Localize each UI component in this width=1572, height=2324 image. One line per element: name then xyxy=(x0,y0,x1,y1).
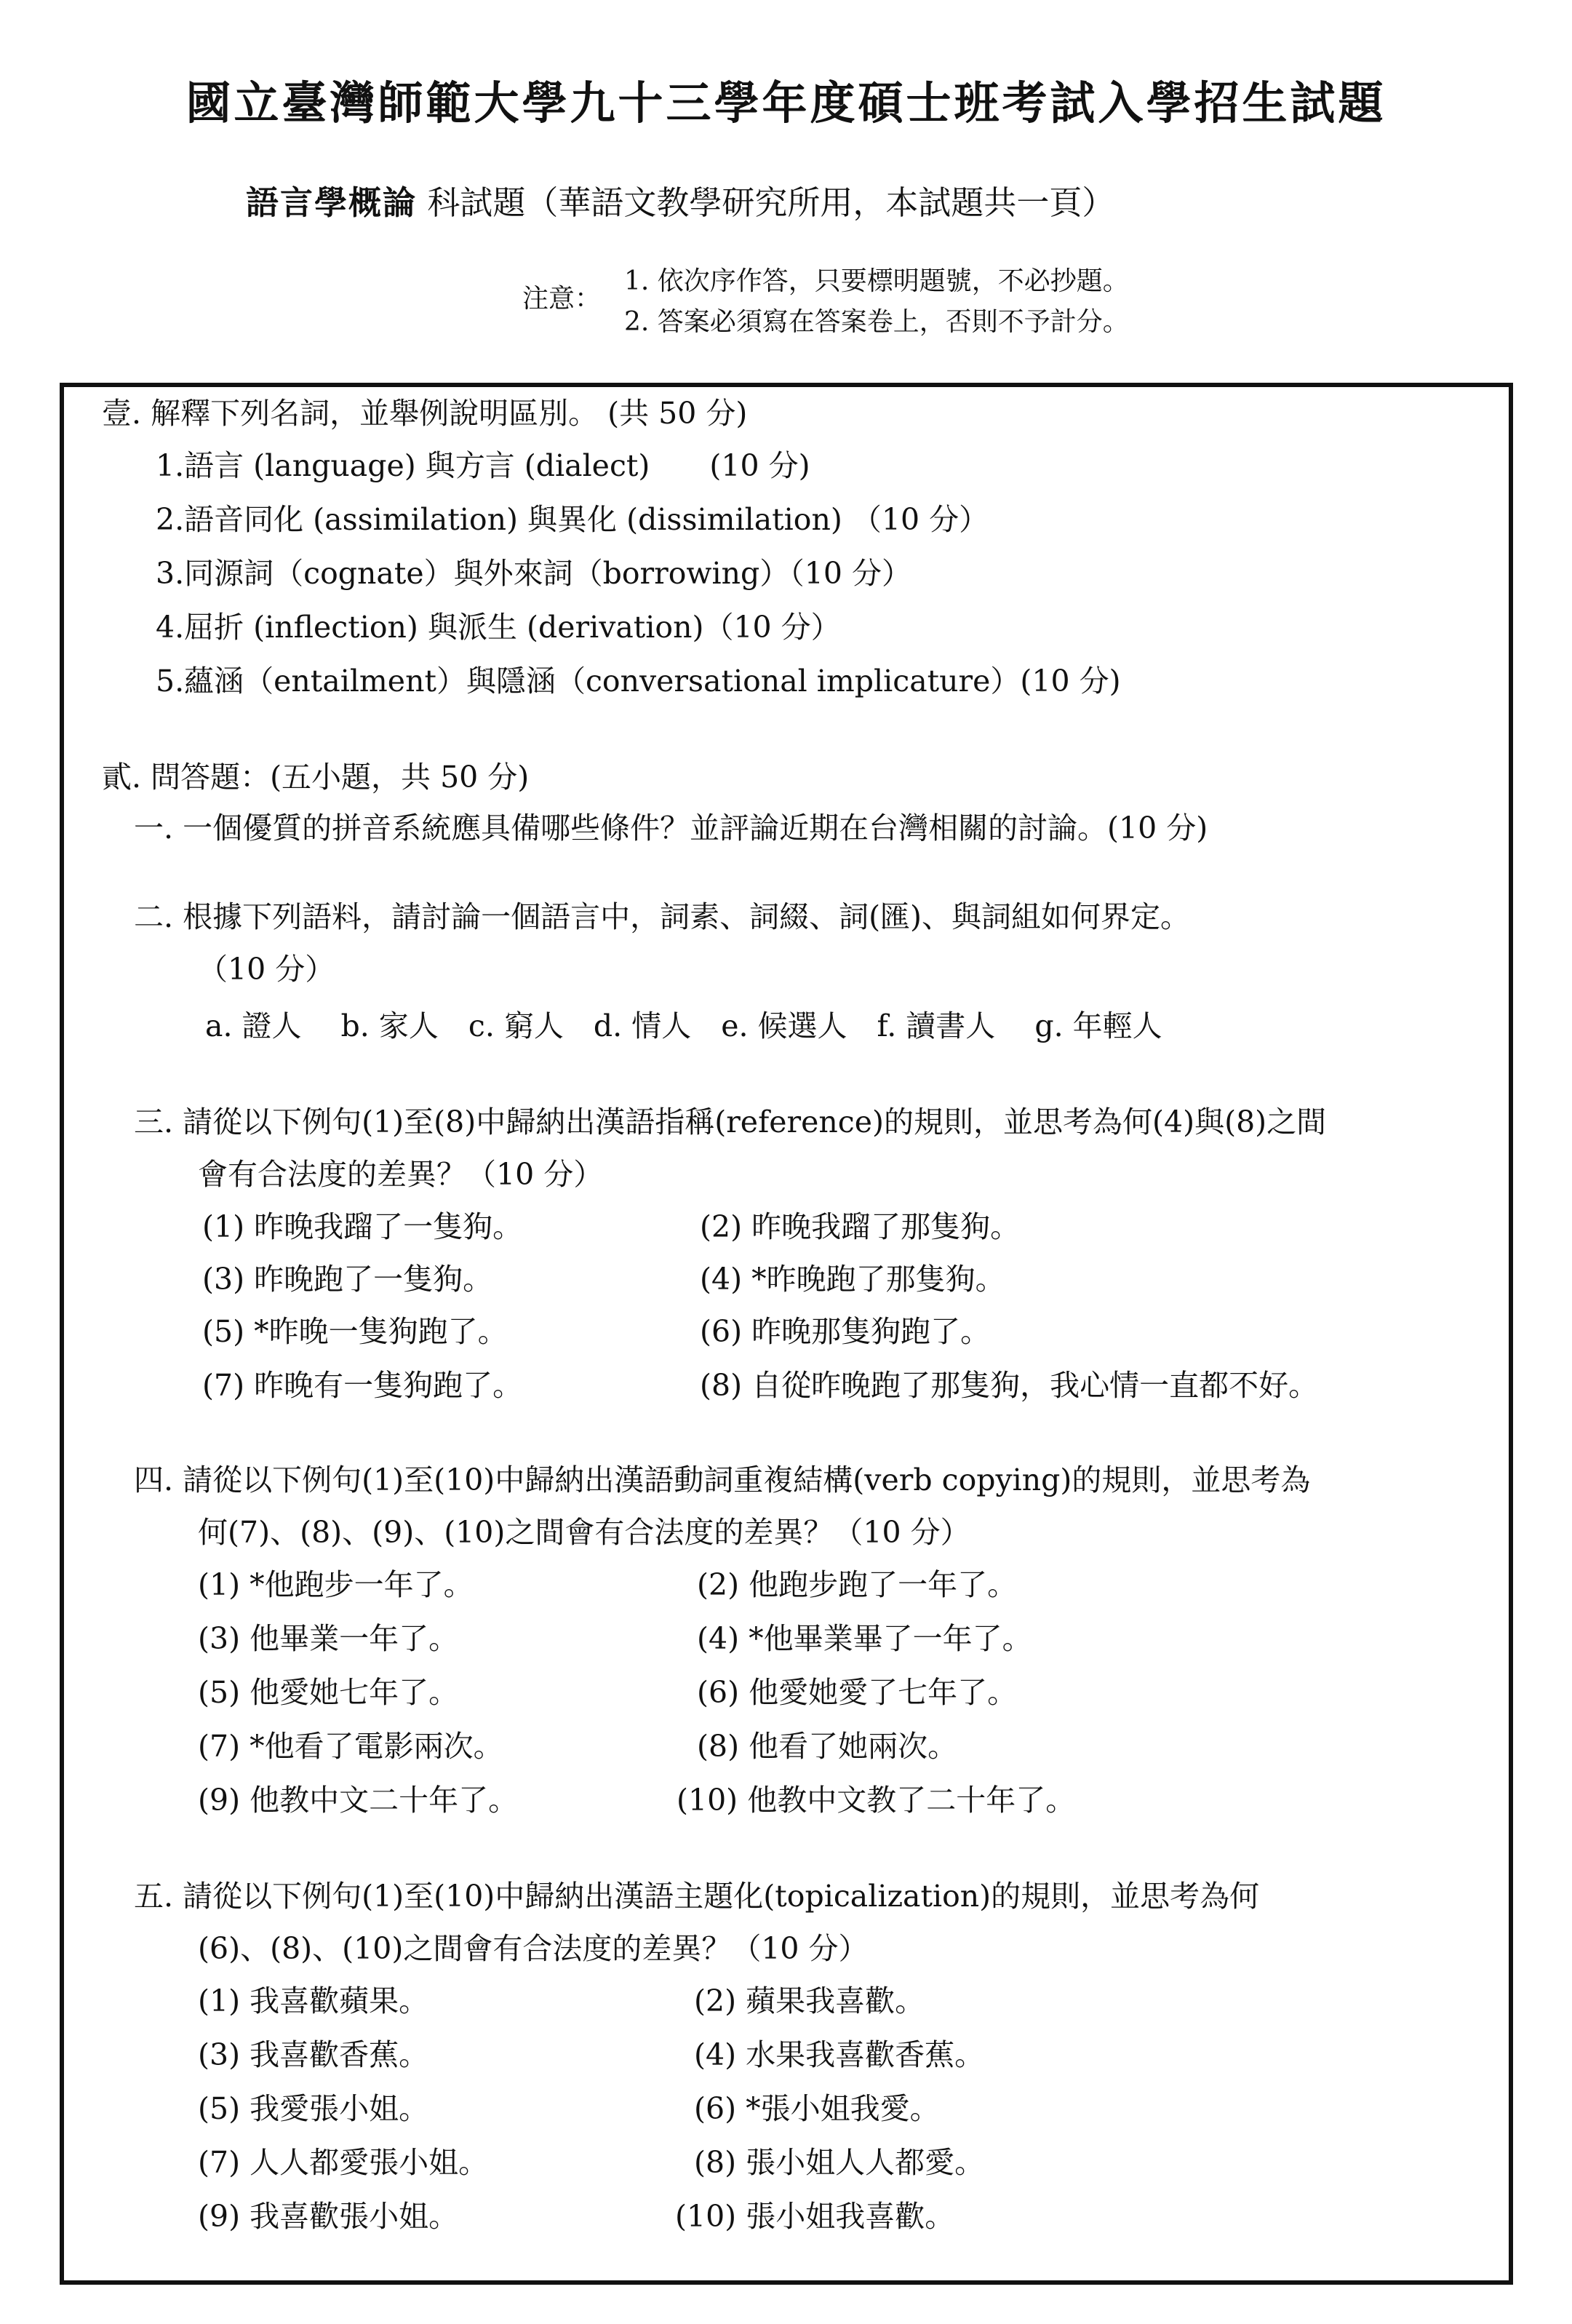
q3-example: (7) 昨晚有一隻狗跑了。 xyxy=(202,1368,523,1403)
part1-item-1: 1.語言 (language) 與方言 (dialect) (10 分) xyxy=(156,448,810,483)
part1-item-2: 2.語音同化 (assimilation) 與異化 (dissimilation) （10 分） xyxy=(156,502,989,537)
q5-example: (9) 我喜歡張小姐。 xyxy=(198,2199,459,2234)
part1-item-4: 4.屈折 (inflection) 與派生 (derivation)（10 分） xyxy=(156,610,841,645)
q3-example: (2) 昨晚我蹓了那隻狗。 xyxy=(700,1209,1021,1244)
q5-example: (8) 張小姐人人都愛。 xyxy=(694,2145,985,2180)
q4-text-line2: 何(7)、(8)、(9)、(10)之間會有合法度的差異？（10 分） xyxy=(198,1515,970,1550)
part1-heading: 壹. 解釋下列名詞，並舉例說明區別。 (共 50 分) xyxy=(102,396,748,431)
q3-text-line2: 會有合法度的差異？（10 分） xyxy=(198,1157,604,1192)
subject-info: 科試題（華語文教學研究所用，本試題共一頁） xyxy=(417,183,1115,222)
part1-item-5: 5.蘊涵（entailment）與隱涵（conversational implicature）(10 分) xyxy=(156,664,1121,699)
q2-text-line1: 二. 根據下列語料，請討論一個語言中，詞素、詞綴、詞(匯)、與詞組如何界定。 xyxy=(134,899,1191,934)
q4-example: (4) *他畢業畢了一年了。 xyxy=(697,1621,1032,1656)
q5-text-line1: 五. 請從以下例句(1)至(10)中歸納出漢語主題化(topicalization)的規則，並思考為何 xyxy=(134,1879,1260,1914)
q5-example: (4) 水果我喜歡香蕉。 xyxy=(694,2037,985,2072)
q3-example: (4) *昨晚跑了那隻狗。 xyxy=(700,1262,1005,1297)
part2-heading: 貳. 問答題：(五小題，共 50 分) xyxy=(102,760,530,795)
q2-text-line2: （10 分） xyxy=(198,952,335,987)
q5-example: (3) 我喜歡香蕉。 xyxy=(198,2037,429,2072)
part1-item-3: 3.同源詞（cognate）與外來詞（borrowing）（10 分） xyxy=(156,556,911,591)
q5-example: (6) *張小姐我愛。 xyxy=(694,2091,940,2126)
notice-item-2: 2. 答案必須寫在答案卷上，否則不予計分。 xyxy=(624,307,1129,337)
q5-example: (7) 人人都愛張小姐。 xyxy=(198,2145,489,2180)
q4-example: (8) 他看了她兩次。 xyxy=(697,1729,958,1764)
q3-example: (3) 昨晚跑了一隻狗。 xyxy=(202,1262,493,1297)
q3-example: (5) *昨晚一隻狗跑了。 xyxy=(202,1314,508,1349)
q4-example: (9) 他教中文二十年了。 xyxy=(198,1783,519,1818)
q5-text-line2: (6)、(8)、(10)之間會有合法度的差異？（10 分） xyxy=(198,1931,869,1966)
q4-example: (3) 他畢業一年了。 xyxy=(198,1621,459,1656)
q2-data: a. 證人 b. 家人 c. 窮人 d. 情人 e. 候選人 f. 讀書人 g. 年輕人 xyxy=(205,1008,1162,1043)
notice-item-1: 1. 依次序作答，只要標明題號，不必抄題。 xyxy=(624,266,1129,296)
q3-text-line1: 三. 請從以下例句(1)至(8)中歸納出漢語指稱(reference)的規則，並思考為何(4)與(8)之間 xyxy=(134,1105,1327,1139)
q4-example: (6) 他愛她愛了七年了。 xyxy=(697,1675,1018,1710)
q4-example: (5) 他愛她七年了。 xyxy=(198,1675,459,1710)
exam-title: 國立臺灣師範大學九十三學年度碩士班考試入學招生試題 xyxy=(185,76,1387,130)
q5-example: (5) 我愛張小姐。 xyxy=(198,2091,429,2126)
q4-example: (10) 他教中文教了二十年了。 xyxy=(677,1783,1076,1818)
exam-subtitle xyxy=(246,176,1114,223)
q5-example: (2) 蘋果我喜歡。 xyxy=(694,1983,925,2018)
q5-example: (1) 我喜歡蘋果。 xyxy=(198,1983,429,2018)
q4-example: (2) 他跑步跑了一年了。 xyxy=(697,1567,1018,1602)
notice-label: 注意： xyxy=(522,284,602,314)
subject-name: 語言學概論 xyxy=(246,183,418,222)
q4-example: (7) *他看了電影兩次。 xyxy=(198,1729,503,1764)
q5-example: (10) 張小姐我喜歡。 xyxy=(675,2199,955,2234)
q1-text: 一. 一個優質的拼音系統應具備哪些條件？並評論近期在台灣相關的討論。(10 分) xyxy=(134,811,1208,845)
q4-text-line1: 四. 請從以下例句(1)至(10)中歸納出漢語動詞重複結構(verb copying)的規則，並思考為 xyxy=(134,1463,1311,1497)
q4-example: (1) *他跑步一年了。 xyxy=(198,1567,474,1602)
q3-example: (6) 昨晚那隻狗跑了。 xyxy=(700,1314,991,1349)
q3-example: (1) 昨晚我蹓了一隻狗。 xyxy=(202,1209,523,1244)
q3-example: (8) 自從昨晚跑了那隻狗，我心情一直都不好。 xyxy=(700,1368,1319,1403)
